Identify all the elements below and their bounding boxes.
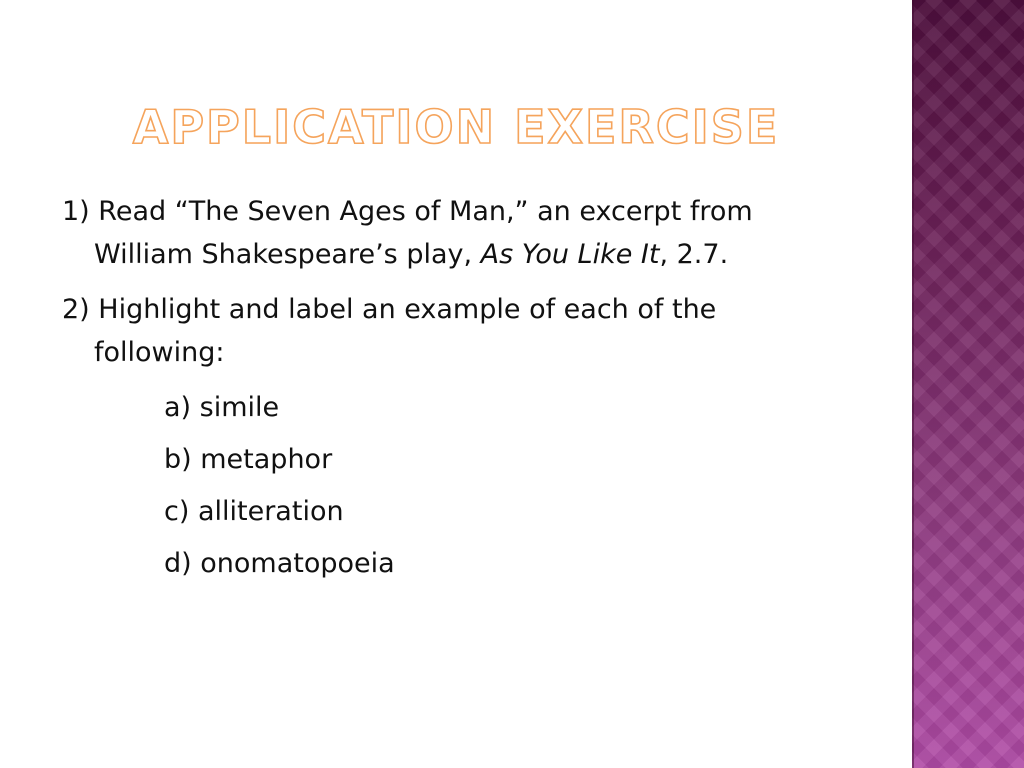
instruction-item-2: 2) Highlight and label an example of each of the following: (62, 294, 717, 368)
decorative-side-band (912, 0, 1024, 768)
subitem-metaphor: b) metaphor (164, 444, 333, 475)
slide-body (62, 190, 852, 594)
subitem-onomatopoeia: d) onomatopoeia (164, 548, 395, 579)
instruction-1-tail: , 2.7. (659, 239, 729, 270)
instruction-1-text: 1) Read “The Seven Ages of Man,” an excerpt from William Shakespeare’s play, (62, 196, 753, 270)
side-band-edge (912, 0, 914, 768)
subitem-alliteration: c) alliteration (164, 496, 344, 527)
subitem-simile: a) simile (164, 392, 280, 423)
instruction-item-1 (62, 190, 852, 276)
slide-title: APPLICATION EXERCISE (132, 100, 780, 154)
play-title: As You Like It (480, 239, 660, 270)
